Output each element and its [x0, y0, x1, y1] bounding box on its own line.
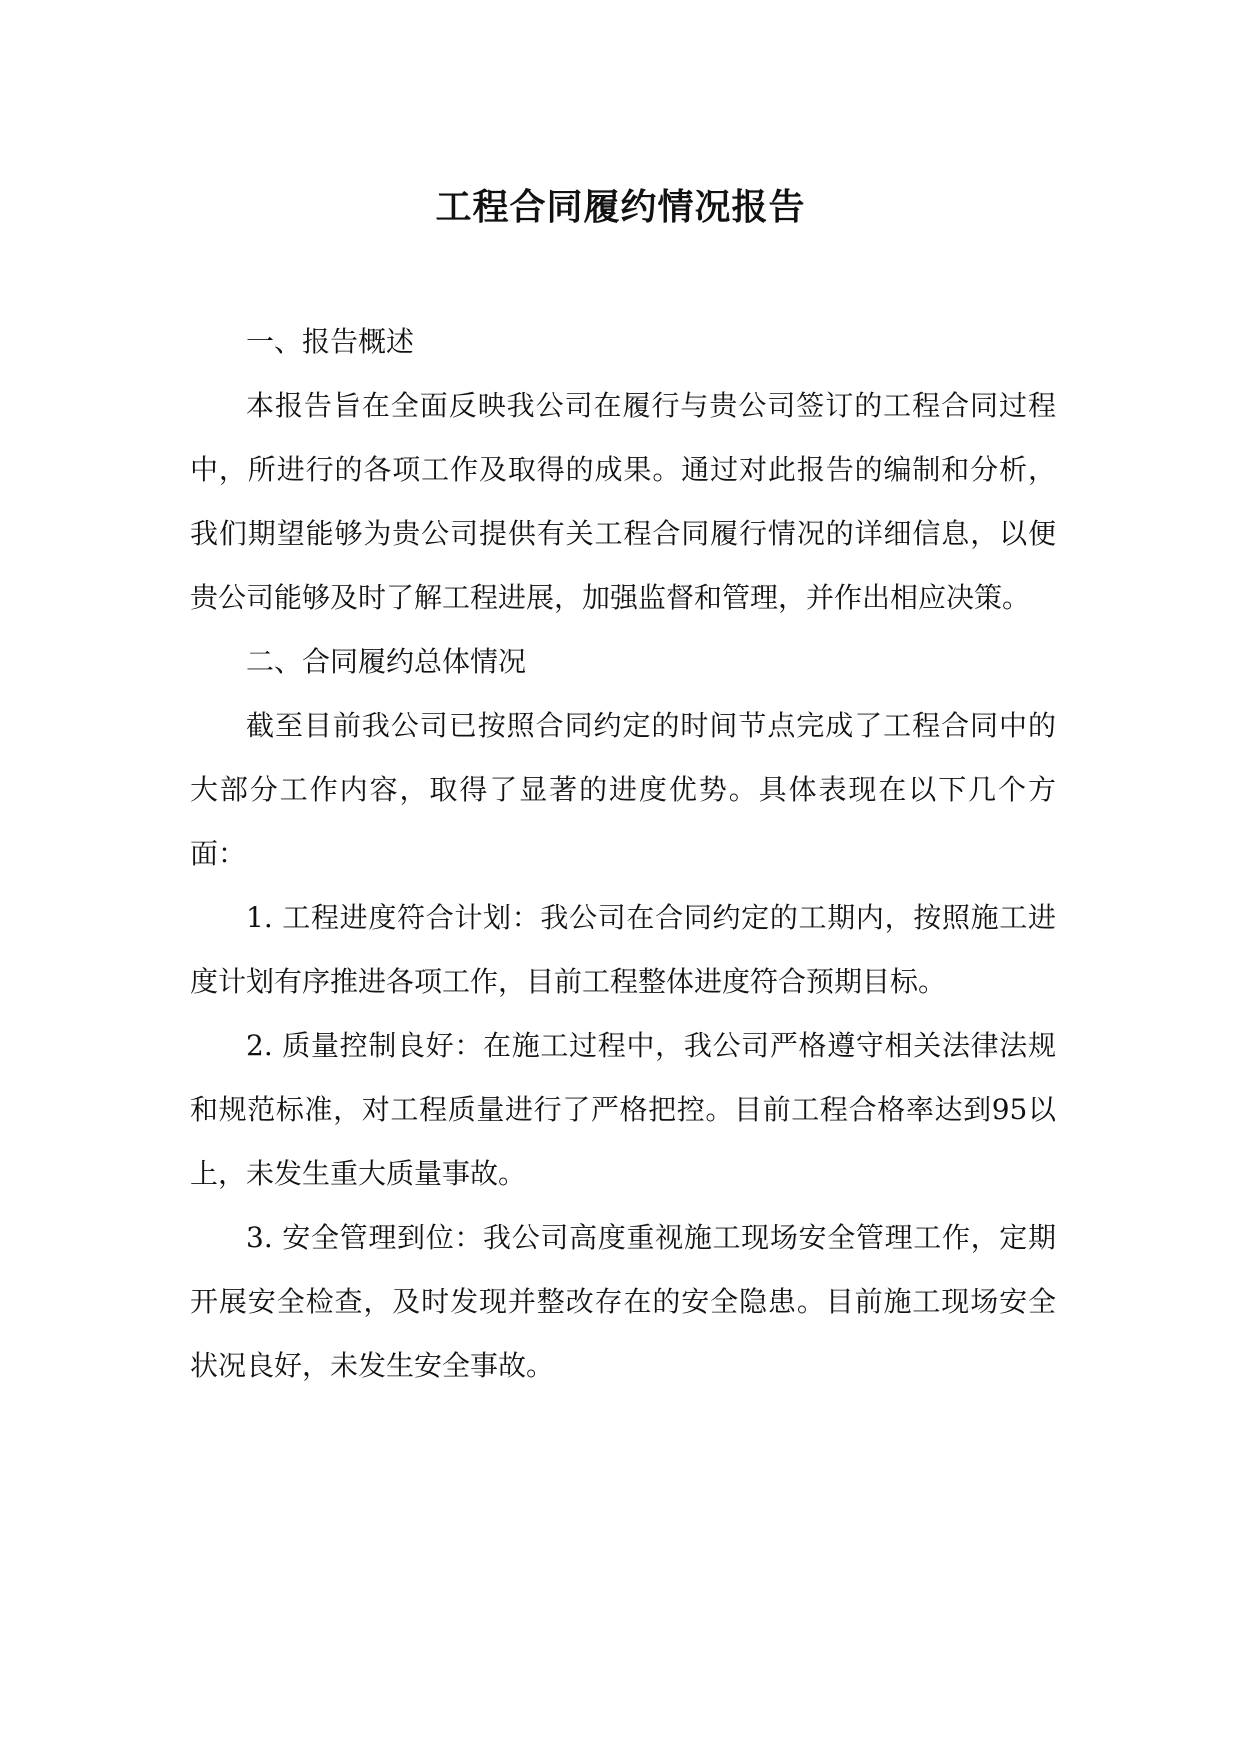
paragraph-performance-intro: 截至目前我公司已按照合同约定的时间节点完成了工程合同中的大部分工作内容，取得了显著的进度优势。具体表现在以下几个方面：	[190, 709, 1056, 870]
paragraph-overview: 本报告旨在全面反映我公司在履行与贵公司签订的工程合同过程中，所进行的各项工作及取得的成果。通过对此报告的编制和分析，我们期望能够为贵公司提供有关工程合同履行情况的详细信息，以便贵公司能够及时了解工程进展，加强监督和管理，并作出相应决策。	[190, 389, 1056, 614]
list-item-quality: 2. 质量控制良好：在施工过程中，我公司严格遵守相关法律法规和规范标准，对工程质量进行了严格把控。目前工程合格率达到95以上，未发生重大质量事故。	[190, 1029, 1056, 1190]
section-heading-overview: 一、报告概述	[246, 325, 415, 358]
section-heading-performance: 二、合同履约总体情况	[246, 645, 527, 678]
document-body	[190, 310, 1056, 1398]
document-title: 工程合同履约情况报告	[435, 186, 806, 228]
list-item-progress: 1. 工程进度符合计划：我公司在合同约定的工期内，按照施工进度计划有序推进各项工作，目前工程整体进度符合预期目标。	[190, 901, 1056, 998]
list-item-safety: 3. 安全管理到位：我公司高度重视施工现场安全管理工作，定期开展安全检查，及时发现并整改存在的安全隐患。目前施工现场安全状况良好，未发生安全事故。	[190, 1221, 1056, 1382]
